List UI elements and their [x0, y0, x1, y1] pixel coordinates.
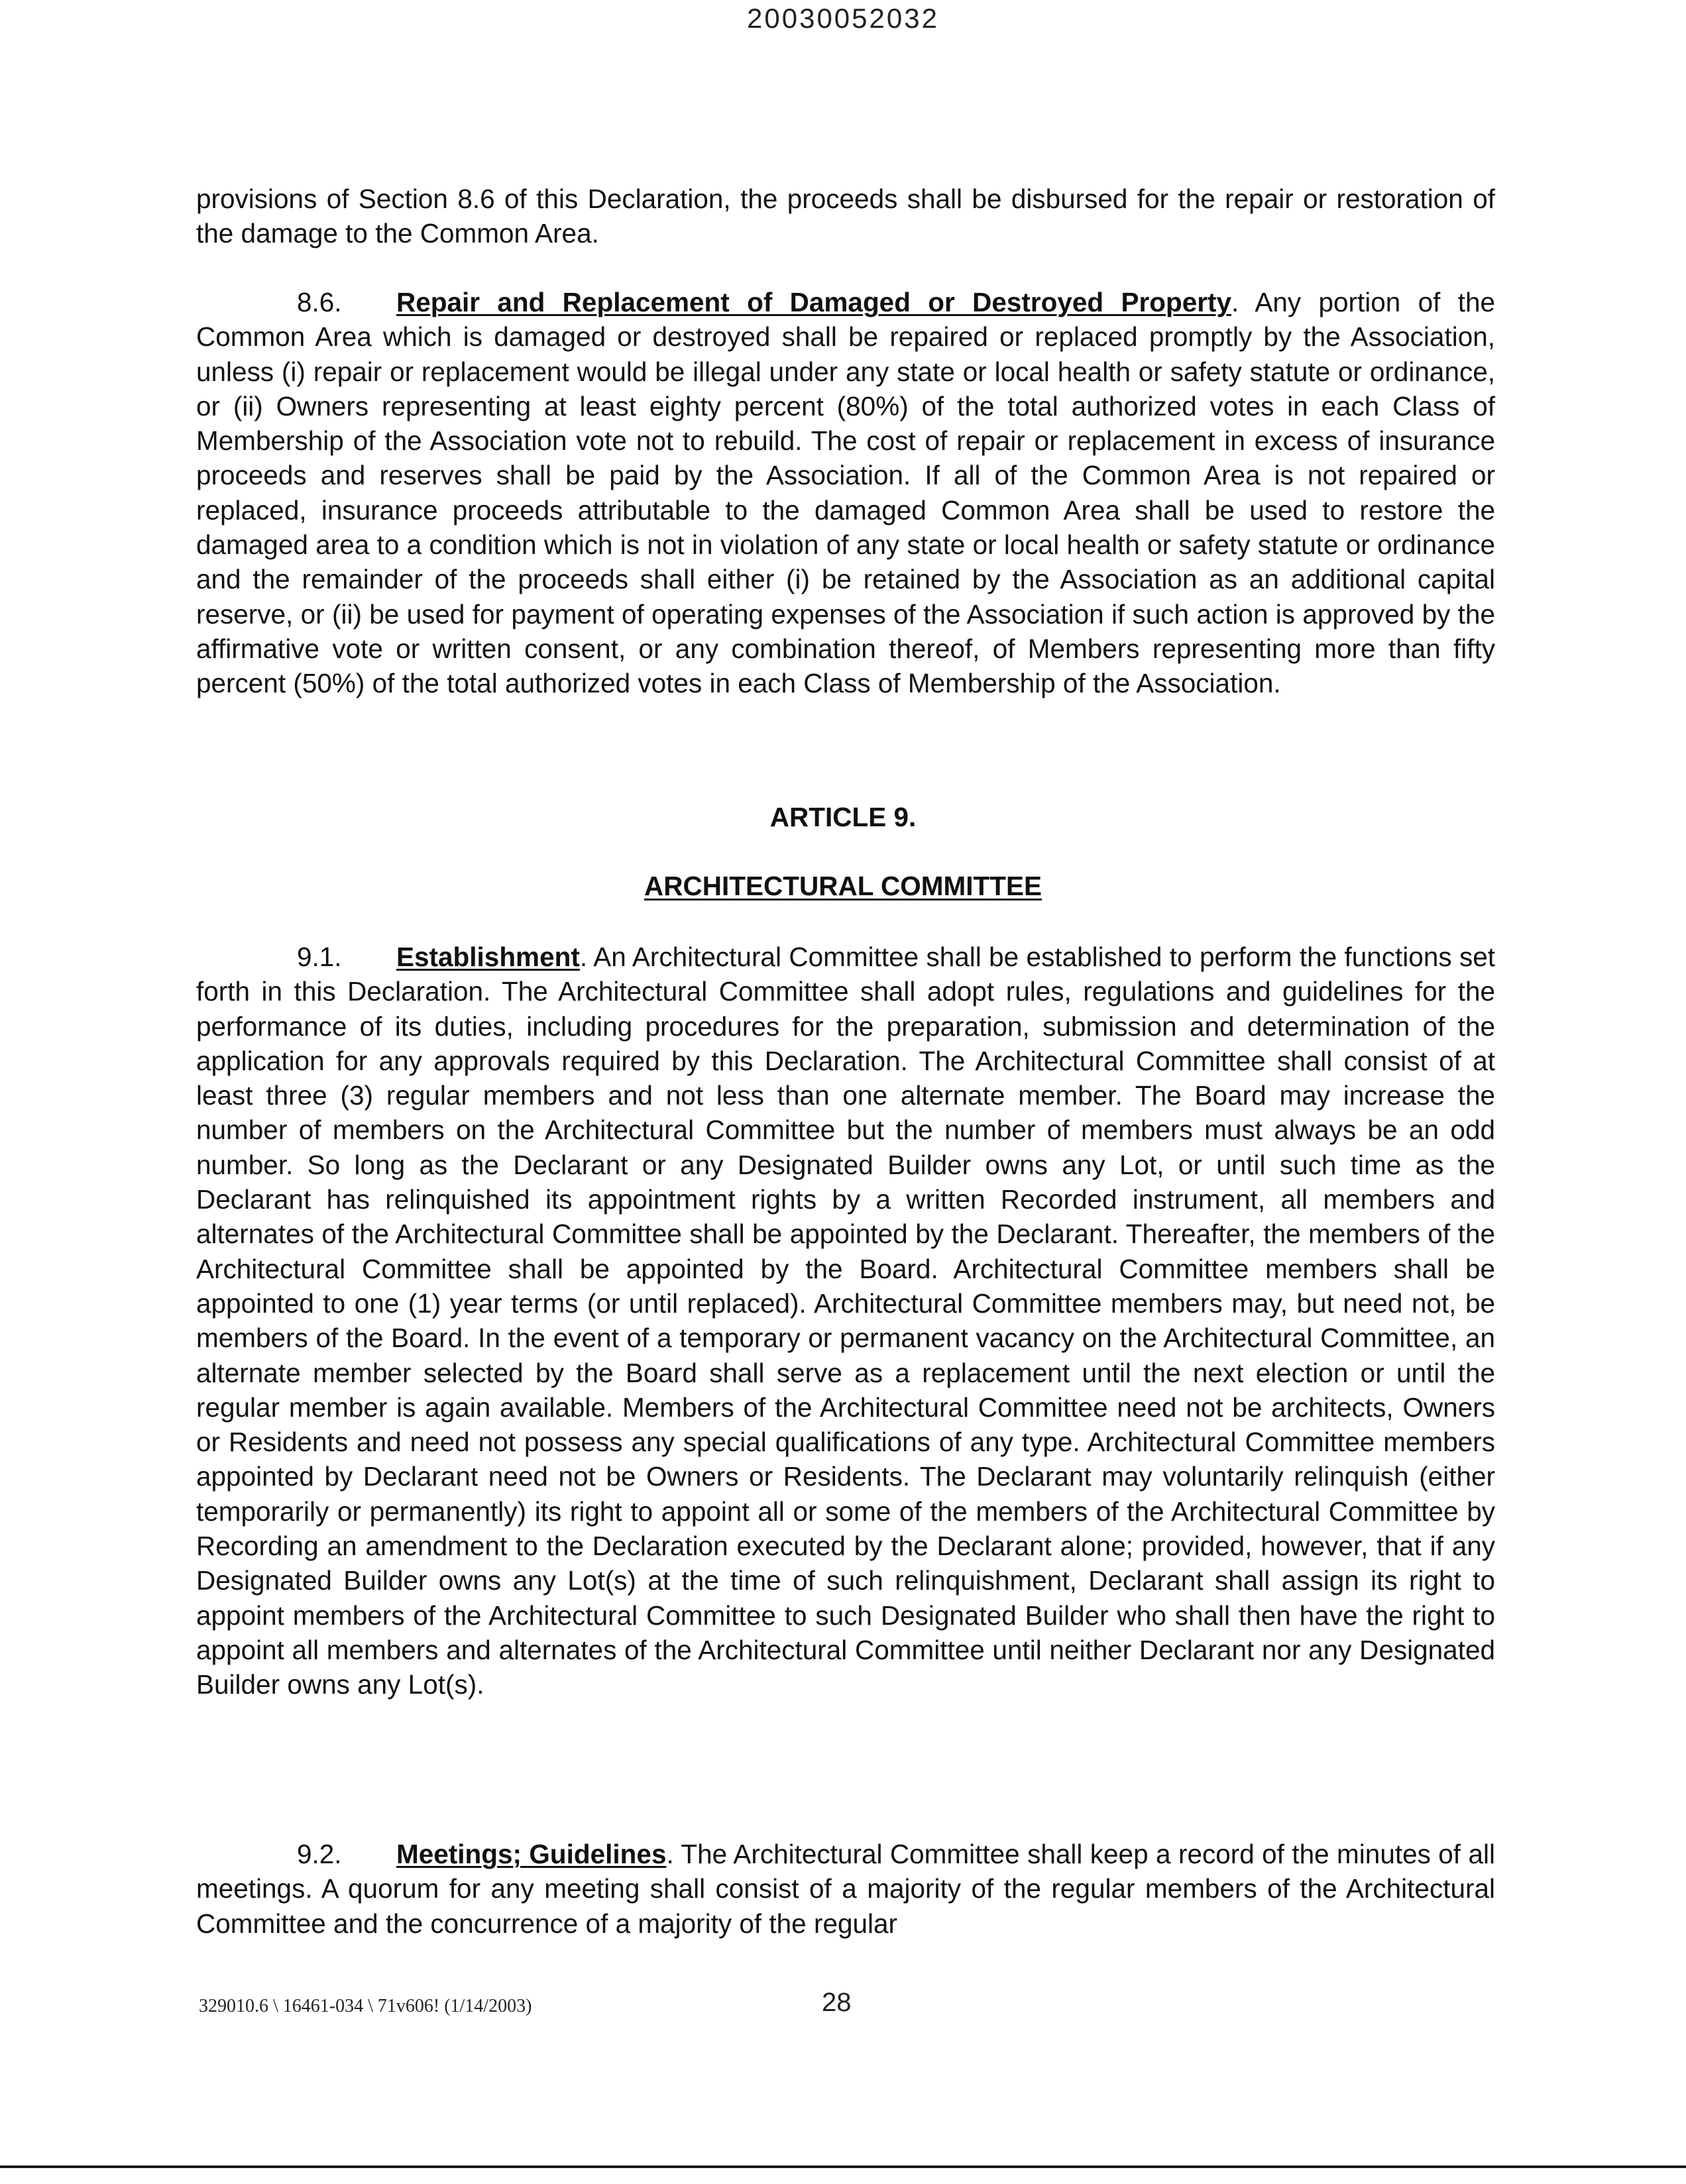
article-label: ARTICLE 9.: [769, 802, 917, 832]
page-number: 28: [822, 1988, 852, 2017]
section-body: . An Architectural Committee shall be established to perform the functions set forth in this Declaration. The Architectural Committee shall adopt rules, regulations and guidelines for the performance of its duties, including procedures for the preparation, submission and determination of the application for any approvals required by this Declaration. The Architectural Committee shall consist of at least three (3) regular members and not less than one alternate member. The Board may increase the number of members on the Architectural Committee but the number of members must always be an odd number. So long as the Declarant or any Designated Builder owns any Lot, or until such time as the Declarant has relinquished its appointment rights by a written Recorded instrument, all members and alternates of the Architectural Committee shall be appointed by the Declarant. Thereafter, the members of the Architectural Committee shall be appointed by the Board. Architectural Committee members shall be appointed to one (1) year terms (or until replaced). Architectural Committee members may, but need not, be members of the Board. In the event of a temporary or permanent vacancy on the Architectural Committee, an alternate member selected by the Board shall serve as a replacement until the next election or until the regular member is again available. Members of the Architectural Committee need not be architects, Owners or Residents and need not possess any special qualifications of any type. Architectural Committee members appointed by Declarant need not be Owners or Residents. The Declarant may voluntarily relinquish (either temporarily or permanently) its right to appoint all or some of the members of the Architectural Committee by Recording an amendment to the Declaration executed by the Declarant alone; provided, however, that if any Designated Builder owns any Lot(s) at the time of such relinquishment, Declarant shall assign its right to appoint members of the Architectural Committee to such Designated Builder who shall then have the right to appoint all members and alternates of the Architectural Committee until neither Declarant nor any Designated Builder owns any Lot(s).: [196, 942, 1495, 1700]
section-heading: Establishment: [396, 942, 580, 972]
section-body: . Any portion of the Common Area which is damaged or destroyed shall be repaired or replaced promptly by the Association, unless (i) repair or replacement would be illegal under any state or local health or safety statute or ordinance, or (ii) Owners representing at least eighty percent (80%) of the total authorized votes in each Class of Membership of the Association vote not to rebuild. The cost of repair or replacement in excess of insurance proceeds and reserves shall be paid by the Association. If all of the Common Area is not repaired or replaced, insurance proceeds attributable to the damaged Common Area shall be used to restore the damaged area to a condition which is not in violation of any state or local health or safety statute or ordinance and the remainder of the proceeds shall either (i) be retained by the Association as an additional capital reserve, or (ii) be used for payment of operating expenses of the Association if such action is approved by the affirmative vote or written consent, or any combination thereof, of Members representing more than fifty percent (50%) of the total authorized votes in each Class of Membership of the Association.: [196, 287, 1495, 699]
section-number: 9.2.: [297, 1839, 342, 1869]
section-9-2-paragraph: [196, 1837, 1495, 1941]
section-number: 8.6.: [297, 287, 342, 317]
section-heading: Meetings; Guidelines: [396, 1839, 667, 1869]
footer-document-id: 329010.6 \ 16461-034 \ 71v606! (1/14/2003): [199, 1996, 532, 2016]
article-title: ARCHITECTURAL COMMITTEE: [644, 871, 1042, 901]
section-number: 9.1.: [297, 942, 342, 972]
section-8-6-paragraph: [196, 285, 1495, 701]
section-9-1-paragraph: [196, 940, 1495, 1702]
section-heading: Repair and Replacement of Damaged or Destroyed Property: [396, 287, 1232, 317]
paragraph-continuation: provisions of Section 8.6 of this Declaration, the proceeds shall be disbursed for the repair or restoration of the damage to the Common Area.: [196, 184, 1495, 249]
section-body: . The Architectural Committee shall keep a record of the minutes of all meetings. A quorum for any meeting shall consist of a majority of the regular members of the Architectural Committee and the concurrence of a majority of the regular: [196, 1839, 1495, 1939]
document-number: 20030052032: [747, 3, 939, 34]
bottom-divider: [0, 2165, 1686, 2168]
